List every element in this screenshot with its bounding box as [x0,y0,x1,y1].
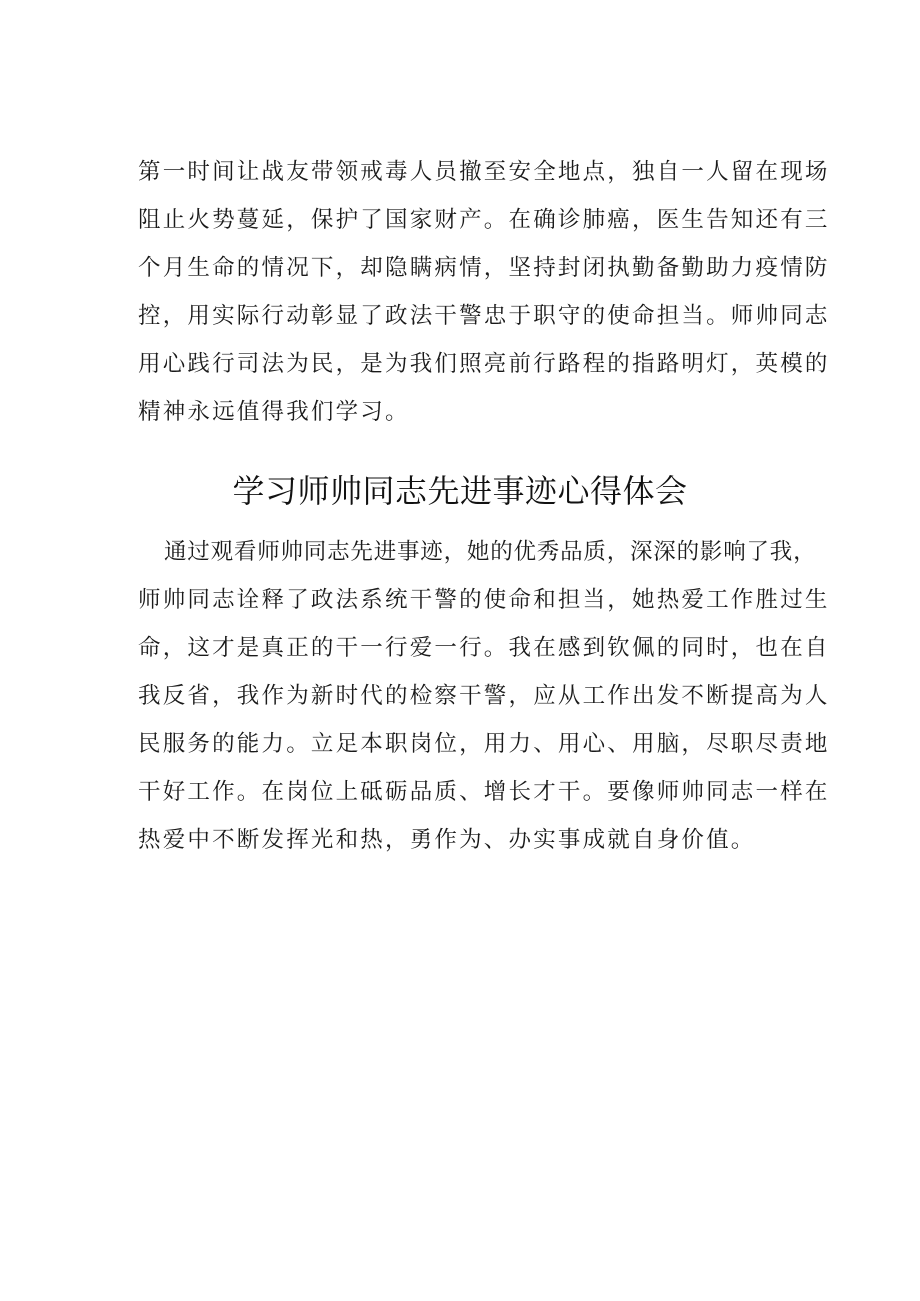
paragraph-line: 精神永远值得我们学习。 [138,399,410,425]
paragraph-line: 通过观看师帅同志先进事迹，她的优秀品质，深深的影响了我， [164,539,817,565]
section-heading: 学习师帅同志先进事迹心得体会 [232,472,688,510]
paragraph-line: 我反省，我作为新时代的检察干警，应从工作出发不断提高为人 [138,683,830,709]
paragraph-line: 民服务的能力。立足本职岗位，用力、用心、用脑，尽职尽责地 [138,731,830,757]
paragraph-line: 控，用实际行动彰显了政法干警忠于职守的使命担当。师帅同志 [138,303,830,329]
paragraph-line: 个月生命的情况下，却隐瞒病情，坚持封闭执勤备勤助力疫情防 [138,255,830,281]
paragraph-line: 第一时间让战友带领戒毒人员撤至安全地点，独自一人留在现场 [138,159,830,185]
paragraph-continued [138,148,830,436]
paragraph-reflection [138,528,830,864]
paragraph-line: 热爱中不断发挥光和热，勇作为、办实事成就自身价值。 [138,827,756,853]
paragraph-line: 师帅同志诠释了政法系统干警的使命和担当，她热爱工作胜过生 [138,587,830,613]
paragraph-line: 命，这才是真正的干一行爱一行。我在感到钦佩的同时，也在自 [138,635,830,661]
paragraph-line: 用心践行司法为民，是为我们照亮前行路程的指路明灯，英模的 [138,351,830,377]
paragraph-line: 阻止火势蔓延，保护了国家财产。在确诊肺癌，医生告知还有三 [138,207,830,233]
paragraph-line: 干好工作。在岗位上砥砺品质、增长才干。要像师帅同志一样在 [138,779,830,805]
